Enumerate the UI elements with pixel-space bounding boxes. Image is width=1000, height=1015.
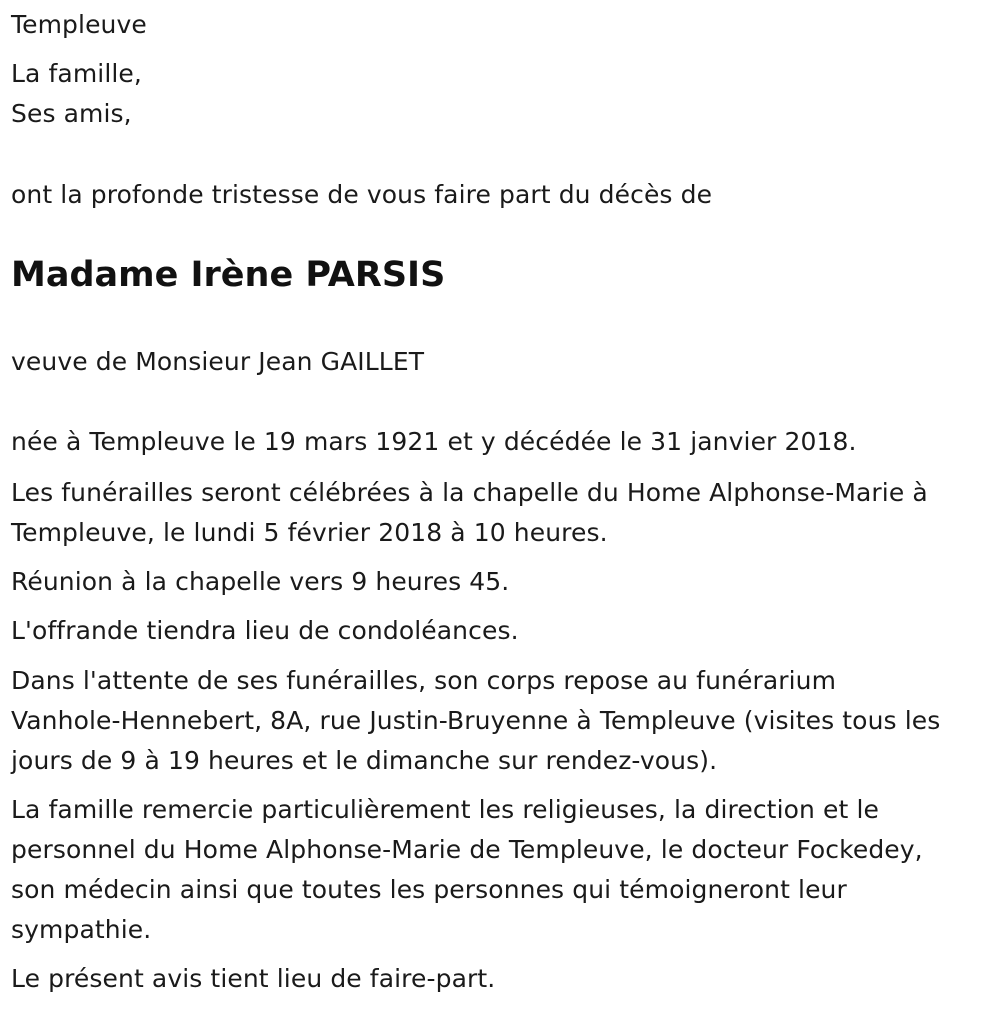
rest-paragraph <box>11 661 996 781</box>
mourner-friends: Ses amis, <box>11 99 132 128</box>
birth-death-text: née à Templeuve le 19 mars 1921 et y décédée le 31 janvier 2018. <box>11 427 857 456</box>
thanks-paragraph <box>11 790 996 950</box>
funeral-line: Les funérailles seront célébrées à la chapelle du Home Alphonse-Marie à <box>11 478 928 507</box>
funeral-line: Templeuve, le lundi 5 février 2018 à 10 heures. <box>11 518 608 547</box>
rest-line: Vanhole-Hennebert, 8A, rue Justin-Bruyenne à Templeuve (visites tous les <box>11 706 941 735</box>
thanks-line: La famille remercie particulièrement les religieuses, la direction et le <box>11 795 879 824</box>
closing-text: Le présent avis tient lieu de faire-part. <box>11 964 496 993</box>
announcement-text: ont la profonde tristesse de vous faire part du décès de <box>11 180 713 209</box>
thanks-line: sympathie. <box>11 915 152 944</box>
thanks-line: son médecin ainsi que toutes les personnes qui témoigneront leur <box>11 875 847 904</box>
funeral-paragraph <box>11 473 996 553</box>
meeting-text: Réunion à la chapelle vers 9 heures 45. <box>11 567 510 596</box>
deceased-name: Madame Irène PARSIS <box>11 255 446 295</box>
offering-text: L'offrande tiendra lieu de condoléances. <box>11 616 519 645</box>
mourner-family: La famille, <box>11 59 142 88</box>
widow-of-text: veuve de Monsieur Jean GAILLET <box>11 347 425 376</box>
thanks-line: personnel du Home Alphonse-Marie de Templeuve, le docteur Fockedey, <box>11 835 923 864</box>
rest-line: jours de 9 à 19 heures et le dimanche sur rendez-vous). <box>11 746 718 775</box>
place-heading: Templeuve <box>11 10 147 39</box>
rest-line: Dans l'attente de ses funérailles, son corps repose au funérarium <box>11 666 837 695</box>
